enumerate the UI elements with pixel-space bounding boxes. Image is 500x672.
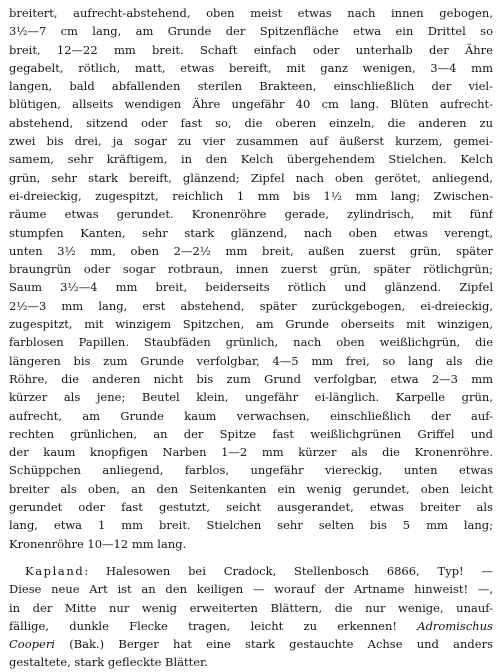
text-line: 2½—3 mm lang, erst abstehend, später zurückgebogen, ei-dreieckig, <box>9 298 493 313</box>
text-line: breiter als oben, an den Seitenkanten ein wenig gerundet, oben leicht <box>9 481 493 496</box>
text-line: stumpfen Kanten, sehr stark glänzend, nach oben etwas verengt, <box>9 225 493 240</box>
text-line: breit, 12—22 mm breit. Schaft einfach oder unterhalb der Ähre <box>9 42 493 57</box>
text-line: langen, bald abfallenden sterilen Brakteen, einschließlich der viel- <box>9 79 493 94</box>
document-page <box>9 4 493 672</box>
locality-paragraph <box>9 562 493 672</box>
text-line: breitert, aufrecht-abstehend, oben meist etwas nach innen gebogen, <box>9 6 493 20</box>
text-line <box>9 617 493 635</box>
text-line: aufrecht, am Grunde kaum verwachsen, einschließlich der auf- <box>9 408 493 423</box>
text-line <box>9 562 493 580</box>
text-line: zwei bis drei, ja sogar zu vier zusammen auf äußerst kurzem, gemei- <box>9 134 493 149</box>
text-line: Diese neue Art ist an den keiligen — worauf der Artname hinweist! —, <box>9 582 493 597</box>
location-label: Kapland <box>25 563 85 578</box>
paragraph-gap <box>9 553 493 562</box>
description-paragraph <box>9 4 493 553</box>
text-line: abstehend, sitzend oder fast so, die oberen einzeln, die anderen zu <box>9 115 493 130</box>
text-line: gegabelt, rötlich, matt, etwas bereift, mit ganz wenigen, 3—4 mm <box>9 60 493 75</box>
location-text: : Halesowen bei Cradock, Stellenbosch 6866, Typ! — <box>84 563 493 578</box>
text-line: blütigen, allseits wendigen Ähre ungefähr 40 cm lang. Blüten aufrecht- <box>9 97 493 112</box>
species-name: Adromischus <box>417 618 493 633</box>
text-segment: (Bak.) Berger hat eine stark gestauchte Achse und anders <box>55 637 493 652</box>
text-line: ei-dreieckig, zugespitzt, reichlich 1 mm bis 1½ mm lang; Zwischen- <box>9 188 493 203</box>
species-name: Cooperi <box>9 637 55 652</box>
text-line: samem, sehr kräftigem, in den Kelch übergehendem Stielchen. Kelch <box>9 152 493 167</box>
text-line: zugespitzt, mit winzigem Spitzchen, am Grunde oberseits mit winzigen, <box>9 317 493 332</box>
text-line: längeren bis zum Grunde verfolgbar, 4—5 mm frei, so lang als die <box>9 353 493 368</box>
text-line <box>9 635 493 653</box>
text-line: Kronenröhre 10—12 mm lang. <box>9 536 187 551</box>
text-line: in der Mitte nur wenig erweiterten Blättern, die nur wenige, unauf- <box>9 600 493 615</box>
text-line: lang, etwa 1 mm breit. Stielchen sehr selten bis 5 mm lang; <box>9 518 493 533</box>
text-line: 3½—7 cm lang, am Grunde der Spitzenfläche etwa ein Drittel so <box>9 24 493 39</box>
text-line: gestaltete, stark gefleckte Blätter. <box>9 655 208 670</box>
text-line: Röhre, die anderen nicht bis zum Grund verfolgbar, etwa 2—3 mm <box>9 371 493 386</box>
text-line: farblosen Papillen. Staubfäden grünlich, nach oben weißlichgrün, die <box>9 335 493 350</box>
text-line: grün, sehr stark bereift, glänzend; Zipfel nach oben gerötet, anliegend, <box>9 170 493 185</box>
text-line: unten 3½ mm, oben 2—2½ mm breit, außen zuerst grün, später <box>9 243 493 258</box>
text-line: Saum 3½—4 mm breit, beiderseits rötlich und glänzend. Zipfel <box>9 280 493 295</box>
text-line: räume etwas gerundet. Kronenröhre gerade, zylindrisch, mit fünf <box>9 207 493 222</box>
text-line: Schüppchen anliegend, farblos, ungefähr viereckig, unten etwas <box>9 463 493 478</box>
text-line: der kaum knopfigen Narben 1—2 mm kürzer als die Kronenröhre. <box>9 445 493 460</box>
text-line: braungrün oder sogar rotbraun, innen zuerst grün, später rötlichgrün; <box>9 262 493 277</box>
text-line: gerundet oder fast gestutzt, seicht ausgerandet, etwas breiter als <box>9 500 493 515</box>
text-line: kürzer als jene; Beutel klein, ungefähr ei-länglich. Karpelle grün, <box>9 390 493 405</box>
text-line: rechten grünlichen, an der Spitze fast weißlichgrünen Griffel und <box>9 426 493 441</box>
text-segment: fällige, dunkle Flecke tragen, leicht zu erkennen! <box>9 618 418 633</box>
